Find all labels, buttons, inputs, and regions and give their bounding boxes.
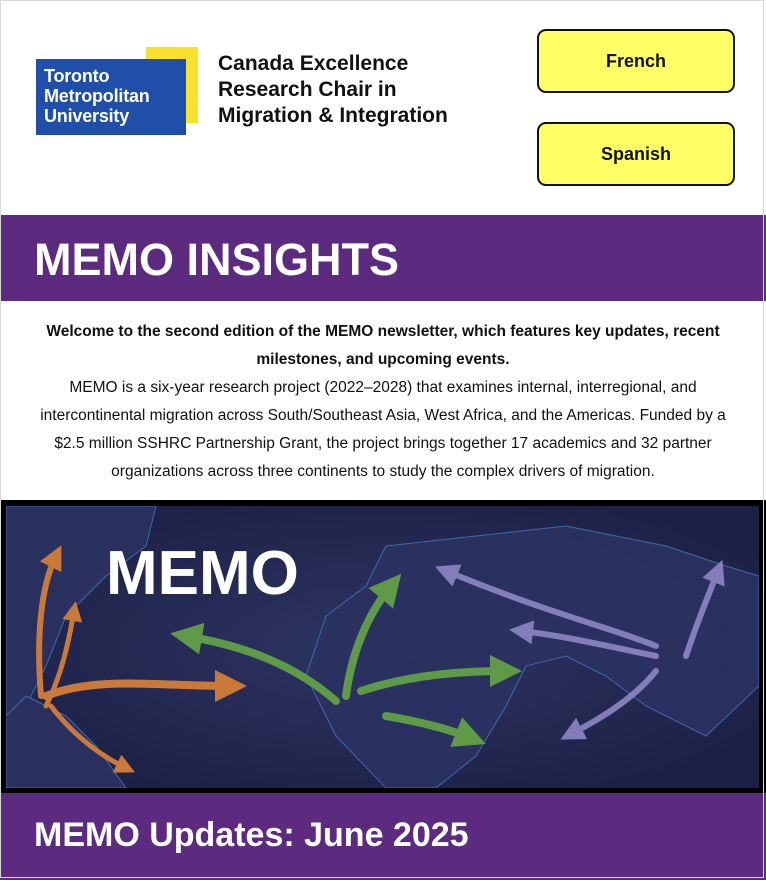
logo-blue-block <box>36 59 186 135</box>
intro-text <box>30 318 736 486</box>
chair-line: Research Chair in <box>218 78 397 101</box>
research-chair-title <box>218 51 448 129</box>
migration-map-graphic <box>6 506 759 788</box>
memo-logo-text: MEMO <box>106 539 299 608</box>
section-title: MEMO Updates: June 2025 <box>34 816 469 854</box>
intro-body: MEMO is a six-year research project (2022–2028) that examines internal, interregional, and intercontinental migration across South/Southeast Asia, West Africa, and the Americas. Funded by a $2.5 million SSHRC Partnership Grant, the project brings together 17 academics and 32 partner organizations across three continents to study the complex drivers of migration. <box>40 379 726 480</box>
logo-line: Metropolitan <box>44 86 150 106</box>
memo-hero-image <box>0 500 766 793</box>
newsletter-header <box>0 0 766 215</box>
logo-line: Toronto <box>44 66 110 86</box>
updates-banner <box>0 793 766 880</box>
french-button[interactable]: French <box>537 29 735 93</box>
chair-line: Migration & Integration <box>218 104 448 127</box>
intro-lead: Welcome to the second edition of the MEMO newsletter, which features key updates, recent milestones, and upcoming events. <box>46 323 720 368</box>
memo-insights-banner <box>0 215 766 301</box>
chair-line: Canada Excellence <box>218 52 409 75</box>
logo-line: University <box>44 106 130 126</box>
banner-title: MEMO INSIGHTS <box>34 234 400 285</box>
spanish-button[interactable]: Spanish <box>537 122 735 186</box>
